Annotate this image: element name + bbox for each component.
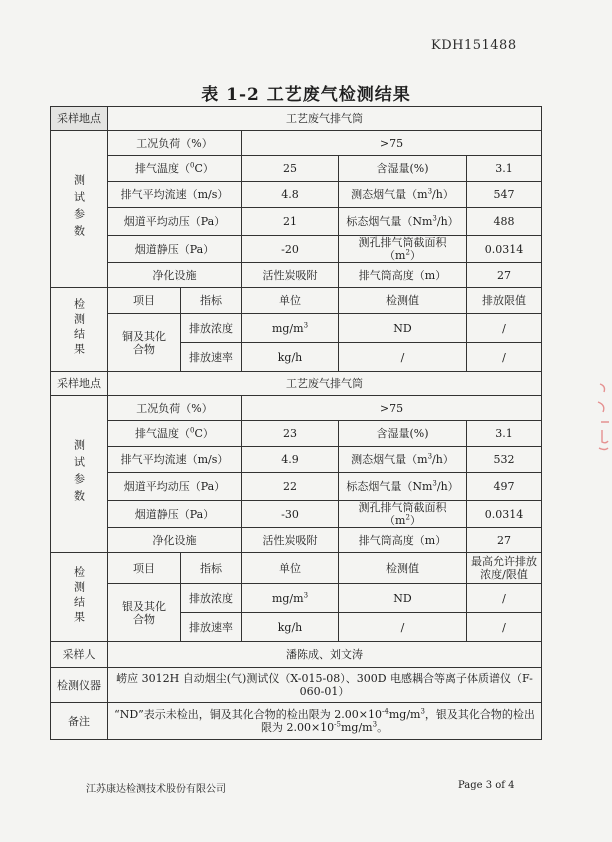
measured-value-header: 检测值 [339,288,467,314]
stack-height-value: 27 [467,263,542,288]
instruments-label: 检测仪器 [51,668,108,703]
limit-header: 最高允许排放浓度/限值 [467,553,542,584]
block1-site-row [51,107,542,131]
dynamic-pressure-label: 烟道平均动压（Pa） [108,208,242,236]
pollutant-name: 铜及其化合物 [108,314,181,372]
limit-header: 排放限值 [467,288,542,314]
pollutant-name: 银及其化合物 [108,584,181,642]
dynamic-pressure-label: 烟道平均动压（Pa） [108,473,242,501]
measured-value-header: 检测值 [339,553,467,584]
purification-label: 净化设施 [108,528,242,553]
stack-height-label: 排气筒高度（m） [339,263,467,288]
conc-limit: / [467,314,542,343]
block2-site-row [51,372,542,396]
conc-limit: / [467,584,542,613]
measured-params-text: 测试参数 [72,173,86,242]
block1-load-row [51,131,542,156]
rate-limit: / [467,613,542,642]
working-load-label: 工况负荷（%） [108,131,242,156]
moisture-label: 含湿量(%) [339,156,467,182]
rate-limit: / [467,343,542,372]
exhaust-temp-value: 23 [242,421,339,447]
emission-rate-label: 排放速率 [181,613,242,642]
std-flow-label: 标态烟气量（Nm$^3$/h） [339,208,467,236]
purification-value: 活性炭吸附 [242,528,339,553]
working-load-value: >75 [242,396,542,421]
conc-unit: $mg/m^3$ [242,314,339,343]
flow-velocity-label: 排气平均流速（m/s） [108,447,242,473]
static-pressure-value: -30 [242,501,339,528]
cross-section-value: 0.0314 [467,501,542,528]
exhaust-temp-value: 25 [242,156,339,182]
cross-section-value: 0.0314 [467,236,542,263]
test-results-text: 检测结果 [72,298,86,358]
measured-flow-value: 547 [467,182,542,208]
static-pressure-label: 烟道静压（Pa） [108,236,242,263]
sampling-site-label: 采样地点 [51,372,108,396]
unit-header: 单位 [242,553,339,584]
measured-params-label [51,396,108,553]
sampling-site-value: 工艺废气排气筒 [108,372,542,396]
measured-flow-label: 测态烟气量$(m^3/h)$ [339,182,467,208]
conc-value: ND [339,584,467,613]
conc-value: ND [339,314,467,343]
item-header: 项目 [108,553,181,584]
dynamic-pressure-value: 21 [242,208,339,236]
table-title: 表 1-2 工艺废气检测结果 [201,85,411,105]
working-load-value: >75 [242,131,542,156]
measured-flow-label: 测态烟气量$(m^3/h)$ [339,447,467,473]
working-load-label: 工况负荷（%） [108,396,242,421]
std-flow-label: 标态烟气量（Nm$^3$/h） [339,473,467,501]
rate-value: / [339,343,467,372]
conc-unit: $mg/m^3$ [242,584,339,613]
moisture-value: 3.1 [467,421,542,447]
exhaust-temp-label: 排气温度（$^0$C） [108,421,242,447]
stack-height-value: 27 [467,528,542,553]
measured-params-label [51,131,108,288]
std-flow-value: 497 [467,473,542,501]
results-table [50,106,542,740]
dynamic-pressure-value: 22 [242,473,339,501]
flow-velocity-value: 4.9 [242,447,339,473]
remarks-text: “ND”表示未检出，铜及其化合物的检出限为 $2.00\times 10^{-4}mg/m^3$，银及其化合物的检出限为 $2.00\times 10^{-5}mg/m^3$。 [108,703,542,740]
test-results-label [51,553,108,642]
emission-conc-label: 排放浓度 [181,584,242,613]
indicator-header: 指标 [181,288,242,314]
item-header: 项目 [108,288,181,314]
moisture-label: 含湿量(%) [339,421,467,447]
flow-velocity-value: 4.8 [242,182,339,208]
emission-conc-label: 排放浓度 [181,314,242,343]
measured-params-text: 测试参数 [72,438,86,507]
moisture-value: 3.1 [467,156,542,182]
flow-velocity-label: 排气平均流速（m/s） [108,182,242,208]
test-results-text: 检测结果 [72,565,86,626]
instruments-text: 崂应 3012H 自动烟尘(气)测试仪（X-015-08）、300D 电感耦合等离子体质谱仪（F-060-01） [108,668,542,703]
cross-section-label: 测孔排气筒截面积$(m^2)$ [339,236,467,263]
measured-flow-value: 532 [467,447,542,473]
sampling-site-label: 采样地点 [51,107,108,131]
unit-header: 单位 [242,288,339,314]
sampler-names: 潘陈成、刘文涛 [108,642,542,668]
page-number: Page 3 of 4 [458,780,515,791]
rate-unit: kg/h [242,343,339,372]
company-name: 江苏康达检测技术股份有限公司 [86,784,226,795]
purification-value: 活性炭吸附 [242,263,339,288]
cross-section-label: 测孔排气筒截面积$(m^2)$ [339,501,467,528]
emission-rate-label: 排放速率 [181,343,242,372]
rate-unit: kg/h [242,613,339,642]
sampler-label: 采样人 [51,642,108,668]
std-flow-value: 488 [467,208,542,236]
rate-value: / [339,613,467,642]
sampling-site-value: 工艺废气排气筒 [108,107,542,131]
static-pressure-label: 烟道静压（Pa） [108,501,242,528]
remarks-label: 备注 [51,703,108,740]
purification-label: 净化设施 [108,263,242,288]
static-pressure-value: -20 [242,236,339,263]
exhaust-temp-label: 排气温度（$^0$C） [108,156,242,182]
stack-height-label: 排气筒高度（m） [339,528,467,553]
indicator-header: 指标 [181,553,242,584]
test-results-label [51,288,108,372]
stamp-fragment-icon [594,378,612,458]
document-id: KDH151488 [431,38,517,53]
